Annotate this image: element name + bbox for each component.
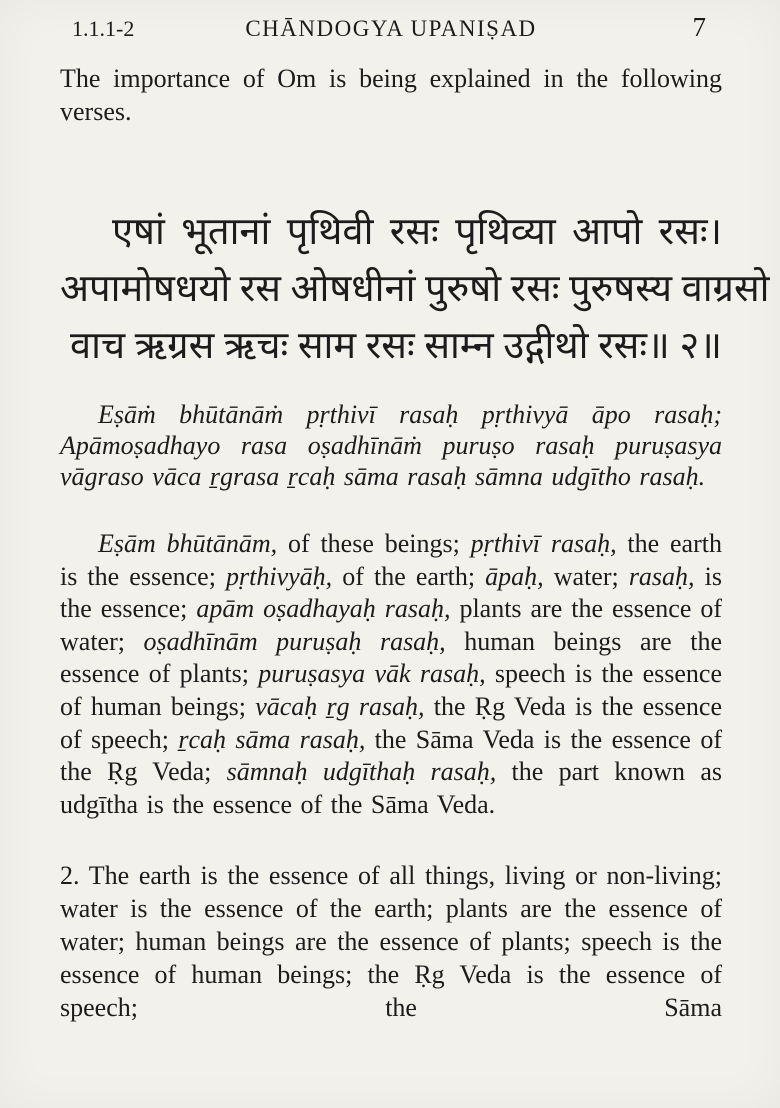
word-gloss-paragraph: Eṣām bhūtānām, of these beings; pṛthivī rasaḥ, the earth is the essence; pṛthivyāḥ, of the earth; āpaḥ, water; rasaḥ, is the essence; apām oṣadhayaḥ rasaḥ, plants are the essence of water; oṣadhīnām puruṣaḥ rasaḥ, human beings are the essence of plants; puruṣasya vāk rasaḥ, speech is the essence of human beings; vācaḥ ṟg rasaḥ, the Ṛg Veda is the essence of speech; ṟcaḥ sāma rasaḥ, the Sāma Veda is the essence of the Ṛg Veda; sāmnaḥ udgīthaḥ rasaḥ, the part known as udgītha is the essence of the Sāma Veda.: [60, 529, 723, 819]
verse-line-1: एषां भूतानां पृथिवी रसः पृथिव्या आपो रसः।: [112, 211, 722, 253]
verse-line-2: अपामोषधयो रस ओषधीनां पुरुषो रसः पुरुषस्य वाग्रसो: [60, 268, 770, 310]
translation-paragraph: 2. The earth is the essence of all things, living or non-living; water is the essence of the earth; plants are the essence of water; human beings are the essence of plants; speech is the essence of human beings; the Ṛg Veda is the essence of speech; the Sāma: [60, 861, 722, 1023]
section-number: 1.1.1-2: [72, 16, 135, 41]
sanskrit-verse: [60, 204, 770, 375]
intro-paragraph: The importance of Om is being explained in the following verses.: [60, 64, 722, 126]
transliteration-paragraph: Eṣāṁ bhūtānāṁ pṛthivī rasaḥ pṛthivyā āpo rasaḥ; Apāmoṣadhayo rasa oṣadhīnāṁ puruṣo rasaḥ puruṣasya vāgraso vāca ṟgrasa ṟcaḥ sāma rasaḥ sāmna udgītho rasaḥ.: [60, 400, 722, 491]
page-header: [60, 12, 722, 43]
verse-line-3: वाच ऋग्रस ऋचः साम रसः साम्न उद्गीथो रसः॥ २॥: [70, 325, 722, 367]
page-number: 7: [692, 12, 706, 42]
page-title: CHĀNDOGYA UPANIṢAD: [245, 16, 537, 41]
